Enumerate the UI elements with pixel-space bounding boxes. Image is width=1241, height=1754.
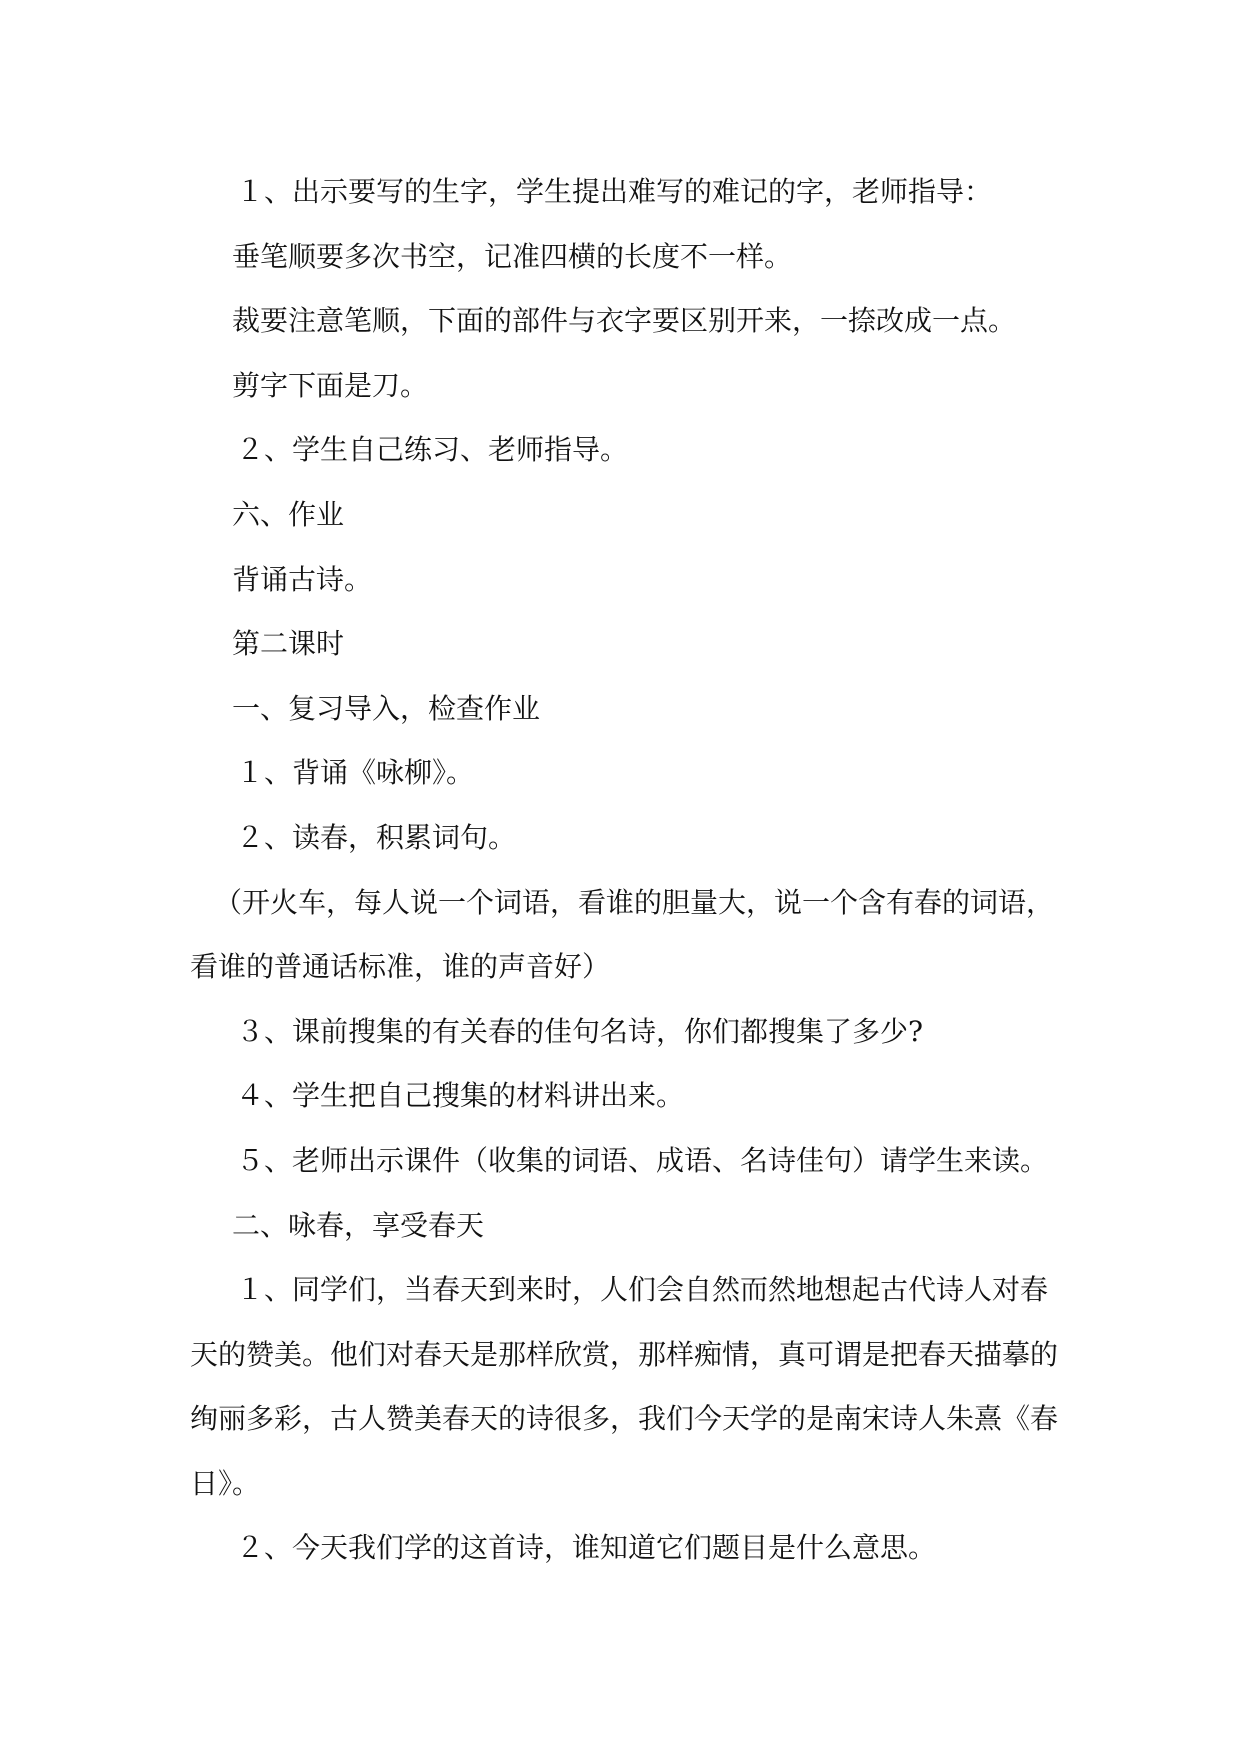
paragraph: 剪字下面是刀。	[232, 368, 429, 402]
paragraph: （开火车，每人说一个词语，看谁的胆量大，说一个含有春的词语，看谁的普通话标准，谁的声音好）	[190, 885, 1055, 984]
paragraph: 垂笔顺要多次书空，记准四横的长度不一样。	[232, 239, 793, 273]
paragraph: ３、课前搜集的有关春的佳句名诗，你们都搜集了多少?	[236, 1014, 924, 1048]
paragraph: ４、学生把自己搜集的材料讲出来。	[236, 1079, 685, 1113]
paragraph: １、同学们，当春天到来时，人们会自然而然地想起古代诗人对春天的赞美。他们对春天是那样欣赏，那样痴情，真可谓是把春天描摹的绚丽多彩，古人赞美春天的诗很多，我们今天学的是南宋诗人朱熹《春日》。	[190, 1273, 1059, 1500]
section-heading: 六、作业	[232, 497, 345, 531]
paragraph: 背诵古诗。	[232, 562, 373, 596]
document-body	[190, 160, 1070, 1581]
section-heading: 一、复习导入，检查作业	[232, 691, 541, 725]
paragraph: ５、老师出示课件（收集的词语、成语、名诗佳句）请学生来读。	[236, 1143, 1049, 1177]
paragraph: ２、学生自己练习、老师指导。	[236, 433, 629, 467]
paragraph: １、出示要写的生字，学生提出难写的难记的字，老师指导：	[236, 175, 993, 208]
lesson-heading: 第二课时	[232, 627, 345, 661]
section-heading: 二、咏春，享受春天	[232, 1208, 485, 1242]
paragraph: ２、今天我们学的这首诗，谁知道它们题目是什么意思。	[236, 1531, 937, 1565]
paragraph: ２、读春，积累词句。	[236, 820, 517, 854]
paragraph: 裁要注意笔顺，下面的部件与衣字要区别开来，一捺改成一点。	[232, 304, 1017, 338]
paragraph: １、背诵《咏柳》。	[236, 756, 475, 790]
